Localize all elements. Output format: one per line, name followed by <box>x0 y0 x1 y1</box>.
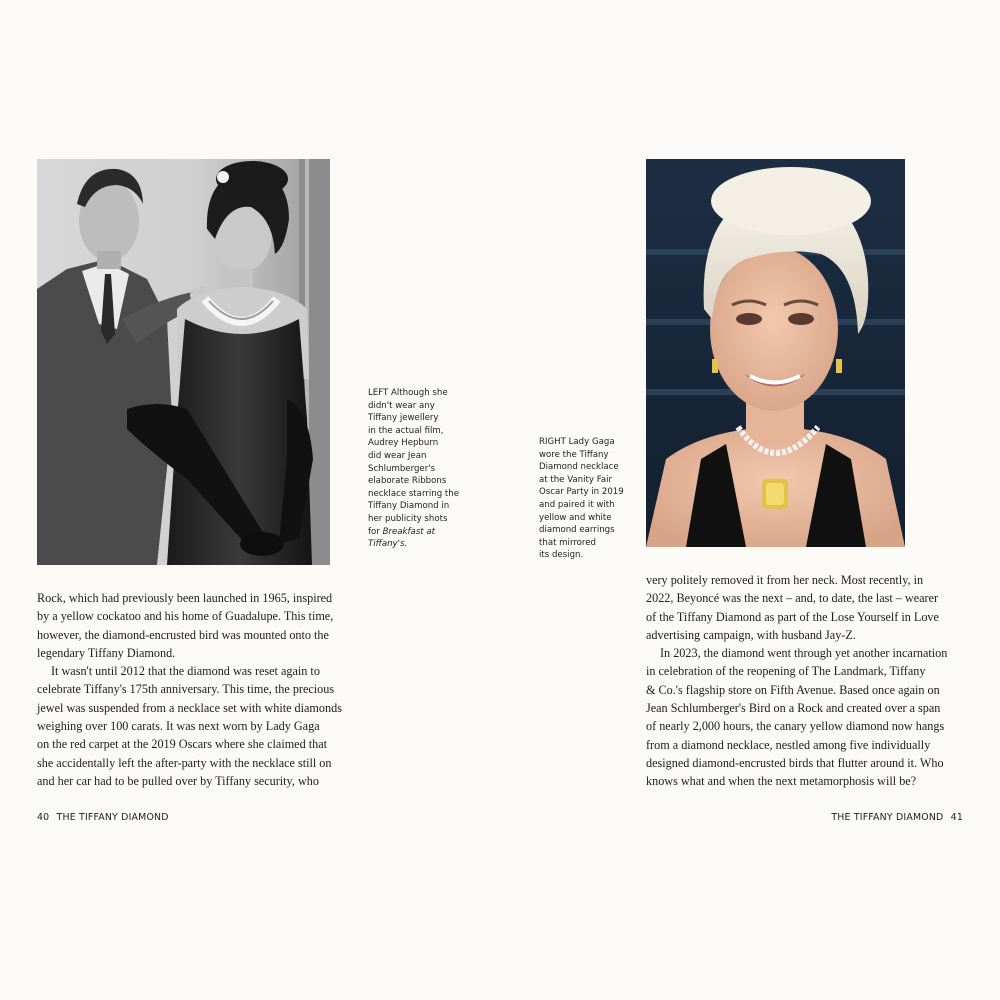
caption-line: Oscar Party in 2019 <box>539 487 624 498</box>
caption-line: Audrey Hepburn <box>368 438 439 449</box>
body-line: It wasn't until 2012 that the diamond was reset again to <box>51 664 320 679</box>
caption-line: Tiffany Diamond in <box>368 501 450 512</box>
caption-line: in the actual film, <box>368 425 444 436</box>
caption-line: elaborate Ribbons <box>368 476 447 487</box>
running-title: THE TIFFANY DIAMOND <box>56 812 169 823</box>
body-line: jewel was suspended from a necklace set with white diamonds <box>37 700 342 715</box>
caption-line: Although she <box>391 388 448 398</box>
body-line: in celebration of the reopening of The Landmark, Tiffany <box>646 664 926 679</box>
page-number: 40 <box>37 812 50 823</box>
body-line: of the Tiffany Diamond as part of the Lose Yourself in Love <box>646 609 939 624</box>
body-line: from a diamond necklace, nestled among five individually <box>646 737 931 752</box>
photo-lady-gaga <box>646 159 905 547</box>
body-text-right <box>646 571 966 791</box>
caption-line: necklace starring the <box>368 488 459 499</box>
caption-line: Lady Gaga <box>568 437 615 447</box>
body-line: knows what and when the next metamorphosis will be? <box>646 774 917 789</box>
caption-line: didn't wear any <box>368 400 435 411</box>
caption-right <box>539 436 635 562</box>
body-line: Rock, which had previously been launched in 1965, inspired <box>37 591 333 605</box>
folio-left <box>37 812 169 823</box>
caption-line: Tiffany jewellery <box>368 413 439 424</box>
body-line: on the red carpet at the 2019 Oscars where she claimed that <box>37 737 328 752</box>
body-line: very politely removed it from her neck. Most recently, in <box>646 573 924 587</box>
caption-tag: LEFT <box>368 388 389 398</box>
body-text-left <box>37 589 342 790</box>
body-line: and her car had to be pulled over by Tiffany security, who <box>37 773 319 788</box>
caption-film-title: Tiffany's. <box>368 539 408 550</box>
body-line: & Co.'s flagship store on Fifth Avenue. Based once again on <box>646 682 940 697</box>
body-line: designed diamond-encrusted birds that flutter around it. Who <box>646 755 944 770</box>
running-title: THE TIFFANY DIAMOND <box>831 812 944 823</box>
photo-audrey-hepburn <box>37 159 330 565</box>
body-line: weighing over 100 carats. It was next worn by Lady Gaga <box>37 719 320 734</box>
caption-line: its design. <box>539 550 584 561</box>
caption-line: wore the Tiffany <box>539 449 609 460</box>
caption-line: yellow and white <box>539 512 612 523</box>
folio-right <box>831 812 963 823</box>
body-line: of nearly 2,000 hours, the canary yellow diamond now hangs <box>646 719 945 734</box>
caption-line: did wear Jean <box>368 450 427 461</box>
body-line: In 2023, the diamond went through yet another incarnation <box>660 646 948 661</box>
caption-line: at the Vanity Fair <box>539 474 613 485</box>
body-line: 2022, Beyoncé was the next – and, to date, the last – wearer <box>646 591 939 606</box>
caption-left <box>368 387 468 551</box>
body-line: advertising campaign, with husband Jay-Z. <box>646 627 856 642</box>
body-line: legendary Tiffany Diamond. <box>37 645 176 660</box>
body-line: she accidentally left the after-party with the necklace still on <box>37 755 332 770</box>
caption-film-title: Breakfast at <box>382 526 436 537</box>
caption-tag: RIGHT <box>539 437 566 447</box>
caption-line: her publicity shots <box>368 513 448 524</box>
caption-line: Diamond necklace <box>539 462 619 473</box>
body-line: Jean Schlumberger's Bird on a Rock and created over a span <box>646 701 941 716</box>
page-number: 41 <box>950 812 963 823</box>
body-line: celebrate Tiffany's 175th anniversary. This time, the precious <box>37 682 335 697</box>
caption-line: diamond earrings <box>539 525 615 536</box>
body-line: however, the diamond-encrusted bird was mounted onto the <box>37 627 329 642</box>
caption-line: Schlumberger's <box>368 463 436 474</box>
caption-line: and paired it with <box>539 499 615 510</box>
caption-line: that mirrored <box>539 537 597 548</box>
caption-line: for <box>368 526 380 537</box>
body-line: by a yellow cockatoo and his home of Guadalupe. This time, <box>37 609 334 624</box>
